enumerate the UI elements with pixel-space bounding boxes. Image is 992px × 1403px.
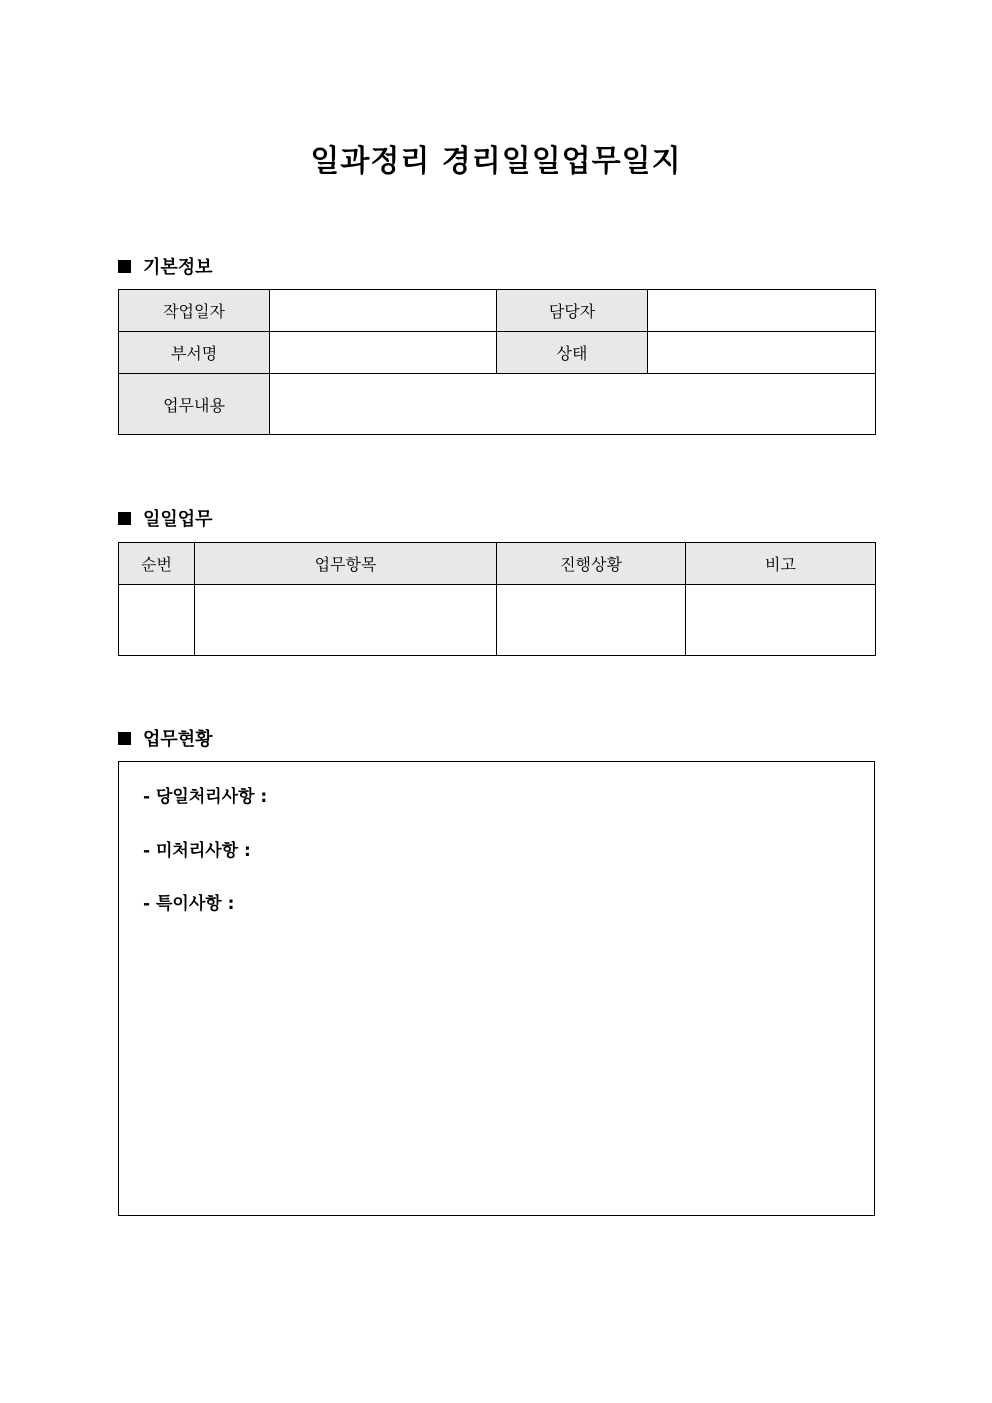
work-date-field[interactable] <box>270 290 497 332</box>
column-header-remarks: 비고 <box>686 543 876 585</box>
daily-tasks-table <box>118 542 876 656</box>
department-field[interactable] <box>270 332 497 374</box>
work-content-label: 업무내용 <box>119 374 270 435</box>
table-header-row <box>119 543 876 585</box>
square-bullet-icon <box>118 732 131 745</box>
document-title: 일과정리 경리일일업무일지 <box>310 144 682 179</box>
section-heading-label: 업무현황 <box>143 729 213 750</box>
column-header-progress: 진행상황 <box>497 543 686 585</box>
basic-info-table <box>118 289 876 435</box>
square-bullet-icon <box>118 512 131 525</box>
status-line-unprocessed: - 미처리사항 : <box>143 841 251 861</box>
square-bullet-icon <box>118 260 131 273</box>
department-label: 부서명 <box>119 332 270 374</box>
status-line-processed-today: - 당일처리사항 : <box>143 787 268 807</box>
manager-field[interactable] <box>648 290 876 332</box>
table-row <box>119 374 876 435</box>
section-heading-basic-info <box>118 253 213 279</box>
section-heading-label: 일일업무 <box>143 509 213 530</box>
status-field[interactable] <box>648 332 876 374</box>
work-status-box[interactable] <box>118 761 875 1216</box>
remarks-cell[interactable] <box>686 585 876 656</box>
status-line-special-notes: - 특이사항 : <box>143 894 235 914</box>
work-date-label: 작업일자 <box>119 290 270 332</box>
column-header-number: 순번 <box>119 543 195 585</box>
progress-cell[interactable] <box>497 585 686 656</box>
section-heading-daily-tasks <box>118 505 213 531</box>
status-label: 상태 <box>497 332 648 374</box>
table-row <box>119 332 876 374</box>
work-content-field[interactable] <box>270 374 876 435</box>
manager-label: 담당자 <box>497 290 648 332</box>
number-cell[interactable] <box>119 585 195 656</box>
section-heading-label: 기본정보 <box>143 257 213 278</box>
section-heading-work-status <box>118 725 213 751</box>
task-item-cell[interactable] <box>195 585 497 656</box>
table-row <box>119 585 876 656</box>
column-header-task-item: 업무항목 <box>195 543 497 585</box>
table-row <box>119 290 876 332</box>
